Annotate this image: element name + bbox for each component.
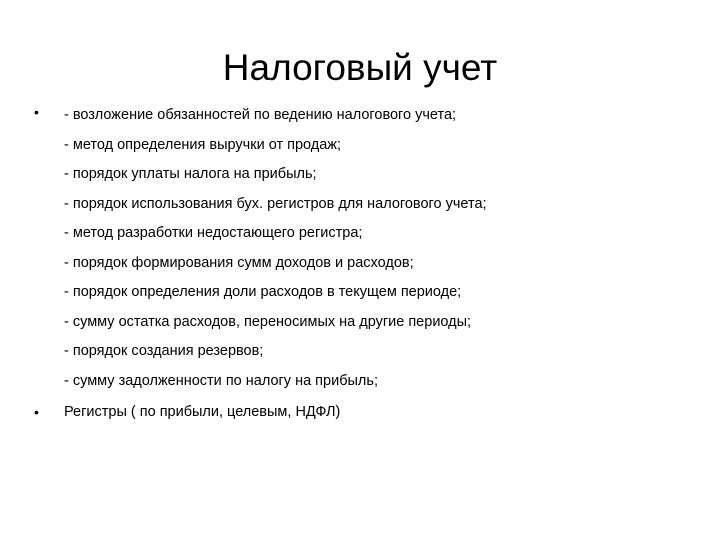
bullet-marker: • [34,404,39,420]
sub-line: - возложение обязанностей по ведению налогового учета; [64,107,457,123]
sub-line: - сумму остатка расходов, переносимых на другие периоды; [64,313,472,330]
sub-line: - сумму задолженности по налогу на прибыль; [64,372,378,389]
sub-line: - метод разработки недостающего регистра; [64,225,363,241]
bullet-marker: • [34,104,39,120]
slide-title: Налоговый учет [222,47,498,88]
sub-line: - порядок формирования сумм доходов и расходов; [64,254,414,271]
sub-line: - порядок использования бух. регистров для налогового учета; [64,195,487,212]
bullet-item-policy [34,104,694,399]
bullet-text: Регистры ( по прибыли, целевым, НДФЛ) [64,404,341,420]
bullet-list [34,104,694,423]
sub-line: - порядок определения доли расходов в текущем периоде; [64,284,462,300]
bullet-item-registers [34,401,694,423]
sub-line: - метод определения выручки от продаж; [64,136,342,153]
sub-line: - порядок создания резервов; [64,343,264,359]
sub-line: - порядок уплаты налога на прибыль; [64,166,317,182]
sub-line-list [64,104,694,399]
